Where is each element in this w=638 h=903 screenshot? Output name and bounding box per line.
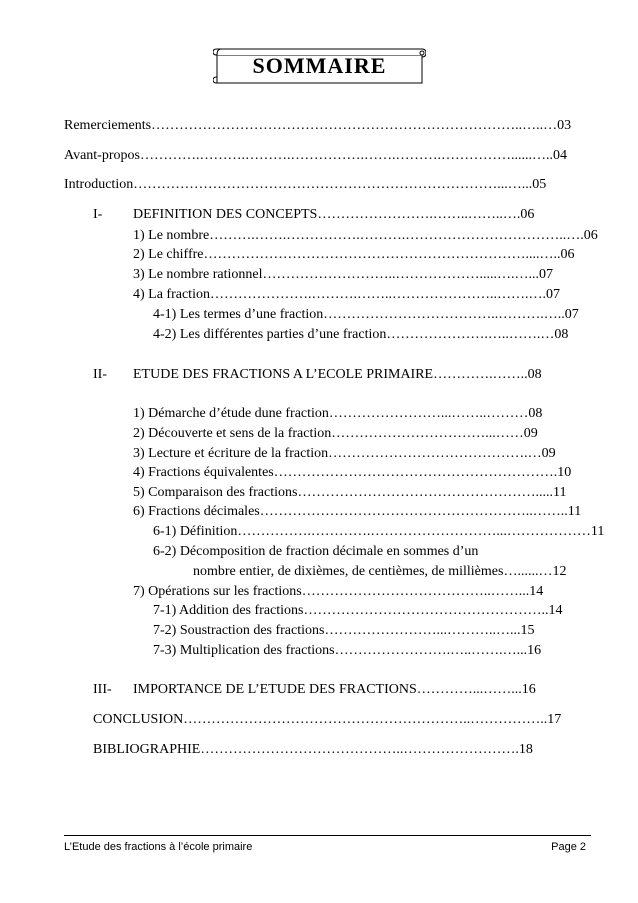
- toc-item-ii-5[interactable]: 5) Comparaison des fractions…………………………………………….....11: [133, 485, 567, 500]
- toc-entry-conclusion[interactable]: CONCLUSION……………………………………………………..……………..17: [93, 712, 562, 727]
- toc-section-i[interactable]: DEFINITION DES CONCEPTS…………………….……..……..….06: [133, 207, 535, 222]
- toc-item-ii-6-2[interactable]: 6-2) Décomposition de fraction décimale en sommes d’un: [153, 544, 479, 559]
- section-number-iii: III-: [93, 682, 112, 697]
- title-banner: [213, 47, 426, 84]
- toc-item-i-1[interactable]: 1) Le nombre……….…….…………….……….……………………………..….06: [133, 228, 598, 243]
- toc-item-i-3[interactable]: 3) Le nombre rationnel………………………..……………….....….…...07: [133, 267, 553, 282]
- toc-item-ii-6[interactable]: 6) Fractions décimales…………………………………………………..……..11: [133, 504, 582, 519]
- toc-item-ii-7-2[interactable]: 7-2) Soustraction des fractions……………………...………..…...15: [153, 623, 535, 638]
- toc-item-ii-6-1[interactable]: 6-1) Définition…………….………….………………………...………………11: [153, 524, 605, 539]
- toc-section-iii[interactable]: IMPORTANCE DE L’ETUDE DES FRACTIONS…………...……...16: [133, 682, 536, 697]
- toc-item-ii-7-1[interactable]: 7-1) Addition des fractions……………………………………………..14: [153, 603, 563, 618]
- toc-item-i-4[interactable]: 4) La fraction………………….……….……..…………………..…….….07: [133, 287, 560, 302]
- toc-section-ii[interactable]: ETUDE DES FRACTIONS A L’ECOLE PRIMAIRE………….……..08: [133, 367, 542, 382]
- footer-document-title: L’Etude des fractions à l’école primaire: [64, 841, 253, 853]
- toc-entry-introduction[interactable]: Introduction……………………………………………………………………...…...05: [64, 177, 547, 192]
- toc-item-ii-7-3[interactable]: 7-3) Multiplication des fractions…………………….…..…….…...16: [153, 643, 542, 658]
- toc-item-i-4-2[interactable]: 4-2) Les différentes parties d’une fraction………………….…..…….…08: [153, 327, 569, 342]
- toc-entry-bibliographie[interactable]: BIBLIOGRAPHIE……………………………………..…………………….18: [93, 742, 533, 757]
- toc-item-ii-7[interactable]: 7) Opérations sur les fractions…………………………………..……...14: [133, 584, 544, 599]
- page-title: SOMMAIRE: [252, 52, 387, 78]
- footer-page-number: Page 2: [551, 841, 586, 853]
- toc-item-ii-3[interactable]: 3) Lecture et écriture de la fraction…………………………………….…09: [133, 446, 556, 461]
- section-number-ii: II-: [93, 367, 107, 382]
- toc-item-ii-1[interactable]: 1) Démarche d’étude dune fraction……………………...……..………08: [133, 406, 543, 421]
- toc-item-ii-6-2-continued[interactable]: nombre entier, de dixièmes, de centièmes, de millièmes…......…12: [193, 564, 567, 579]
- footer-divider: [64, 835, 591, 836]
- section-number-i: I-: [93, 207, 103, 222]
- toc-item-ii-2[interactable]: 2) Découverte et sens de la fraction……………………………...……09: [133, 426, 538, 441]
- toc-entry-avant-propos[interactable]: Avant-propos………….……….……….…………….…….……….……………......…..04: [64, 148, 567, 163]
- toc-item-i-4-1[interactable]: 4-1) Les termes d’une fraction………………………………..……….…..07: [153, 307, 579, 322]
- toc-item-ii-4[interactable]: 4) Fractions équivalentes…………………………………………………….10: [133, 465, 572, 480]
- toc-item-i-2[interactable]: 2) Le chiffre……………………………………………………………....…..06: [133, 247, 575, 262]
- toc-entry-remerciements[interactable]: Remerciements……………………………………………………………………..…..…03: [64, 118, 572, 133]
